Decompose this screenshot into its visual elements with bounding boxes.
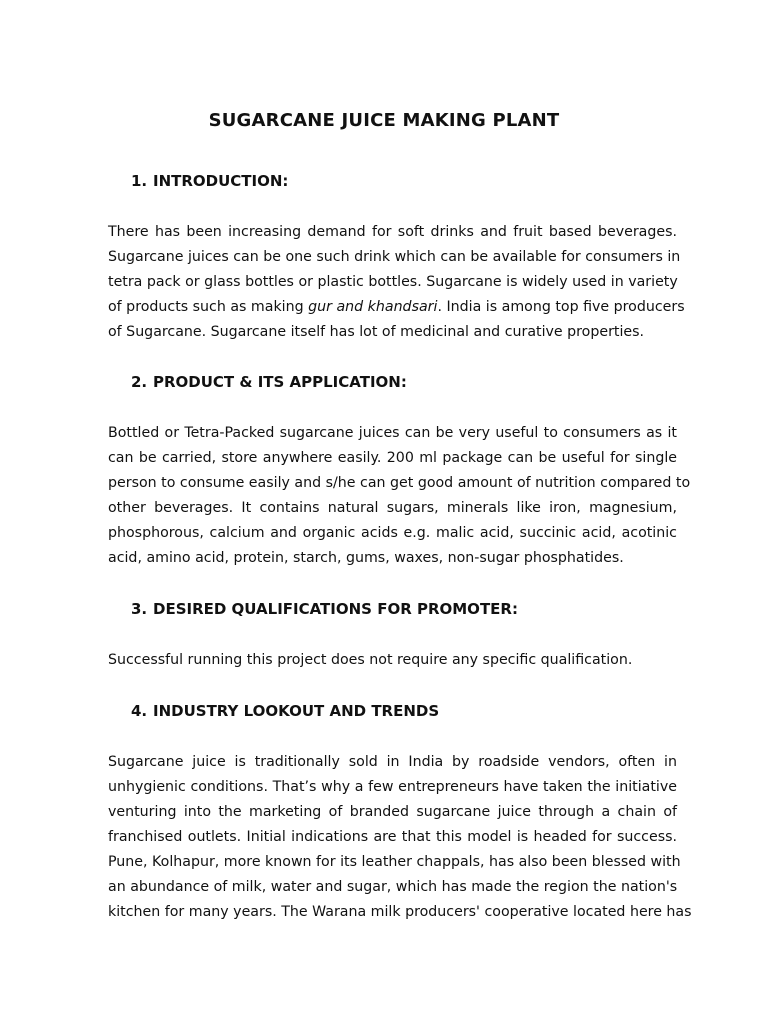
- section-title: DESIRED QUALIFICATIONS FOR PROMOTER:: [153, 600, 518, 618]
- paragraph-line: of Sugarcane. Sugarcane itself has lot of medicinal and curative properties.: [108, 324, 645, 340]
- italic-term: gur and khandsari: [308, 299, 438, 315]
- section-title: PRODUCT & ITS APPLICATION:: [153, 373, 407, 391]
- introduction-paragraph: [108, 220, 685, 345]
- paragraph-line: can be carried, store anywhere easily. 200 ml package can be useful for single: [108, 450, 677, 466]
- product-application-paragraph: [108, 421, 691, 571]
- section-heading-qualifications: [131, 600, 518, 618]
- paragraph-line: Successful running this project does not require any specific qualification.: [108, 652, 633, 668]
- paragraph-line: Sugarcane juice is traditionally sold in India by roadside vendors, often in: [108, 754, 677, 770]
- section-heading-product-application: [131, 373, 407, 391]
- text-run: of products such as making: [108, 299, 309, 315]
- document-title: SUGARCANE JUICE MAKING PLANT: [208, 110, 560, 131]
- industry-lookout-paragraph: [108, 750, 692, 925]
- section-title: INTRODUCTION:: [153, 172, 289, 190]
- paragraph-line: phosphorous, calcium and organic acids e.g. malic acid, succinic acid, acotinic: [108, 525, 677, 541]
- section-heading-introduction: [131, 172, 288, 190]
- section-title: INDUSTRY LOOKOUT AND TRENDS: [153, 702, 440, 720]
- paragraph-line: person to consume easily and s/he can get good amount of nutrition compared to: [108, 475, 691, 491]
- paragraph-line: other beverages. It contains natural sugars, minerals like iron, magnesium,: [108, 500, 677, 516]
- paragraph-line: an abundance of milk, water and sugar, which has made the region the nation's: [108, 879, 678, 895]
- paragraph-line: kitchen for many years. The Warana milk producers' cooperative located here has: [108, 904, 692, 920]
- paragraph-line: acid, amino acid, protein, starch, gums, waxes, non-sugar phosphatides.: [108, 550, 624, 566]
- paragraph-line: Pune, Kolhapur, more known for its leather chappals, has also been blessed with: [108, 854, 681, 870]
- paragraph-line: venturing into the marketing of branded sugarcane juice through a chain of: [108, 804, 677, 820]
- paragraph-line: Sugarcane juices can be one such drink which can be available for consumers in: [108, 249, 681, 265]
- section-number: 4.: [131, 702, 148, 720]
- paragraph-line: unhygienic conditions. That’s why a few entrepreneurs have taken the initiative: [108, 779, 677, 795]
- paragraph-line: tetra pack or glass bottles or plastic bottles. Sugarcane is widely used in variety: [108, 274, 678, 290]
- section-heading-industry-lookout: [131, 702, 439, 720]
- paragraph-line-with-italic: [108, 295, 685, 320]
- section-number: 2.: [131, 373, 148, 391]
- section-number: 3.: [131, 600, 148, 618]
- paragraph-line: franchised outlets. Initial indications are that this model is headed for success.: [108, 829, 677, 845]
- section-number: 1.: [131, 172, 148, 190]
- text-run: . India is among top five producers: [437, 299, 685, 315]
- paragraph-line: Bottled or Tetra-Packed sugarcane juices can be very useful to consumers as it: [108, 425, 677, 441]
- qualifications-paragraph: [108, 648, 677, 673]
- paragraph-line: There has been increasing demand for soft drinks and fruit based beverages.: [108, 224, 677, 240]
